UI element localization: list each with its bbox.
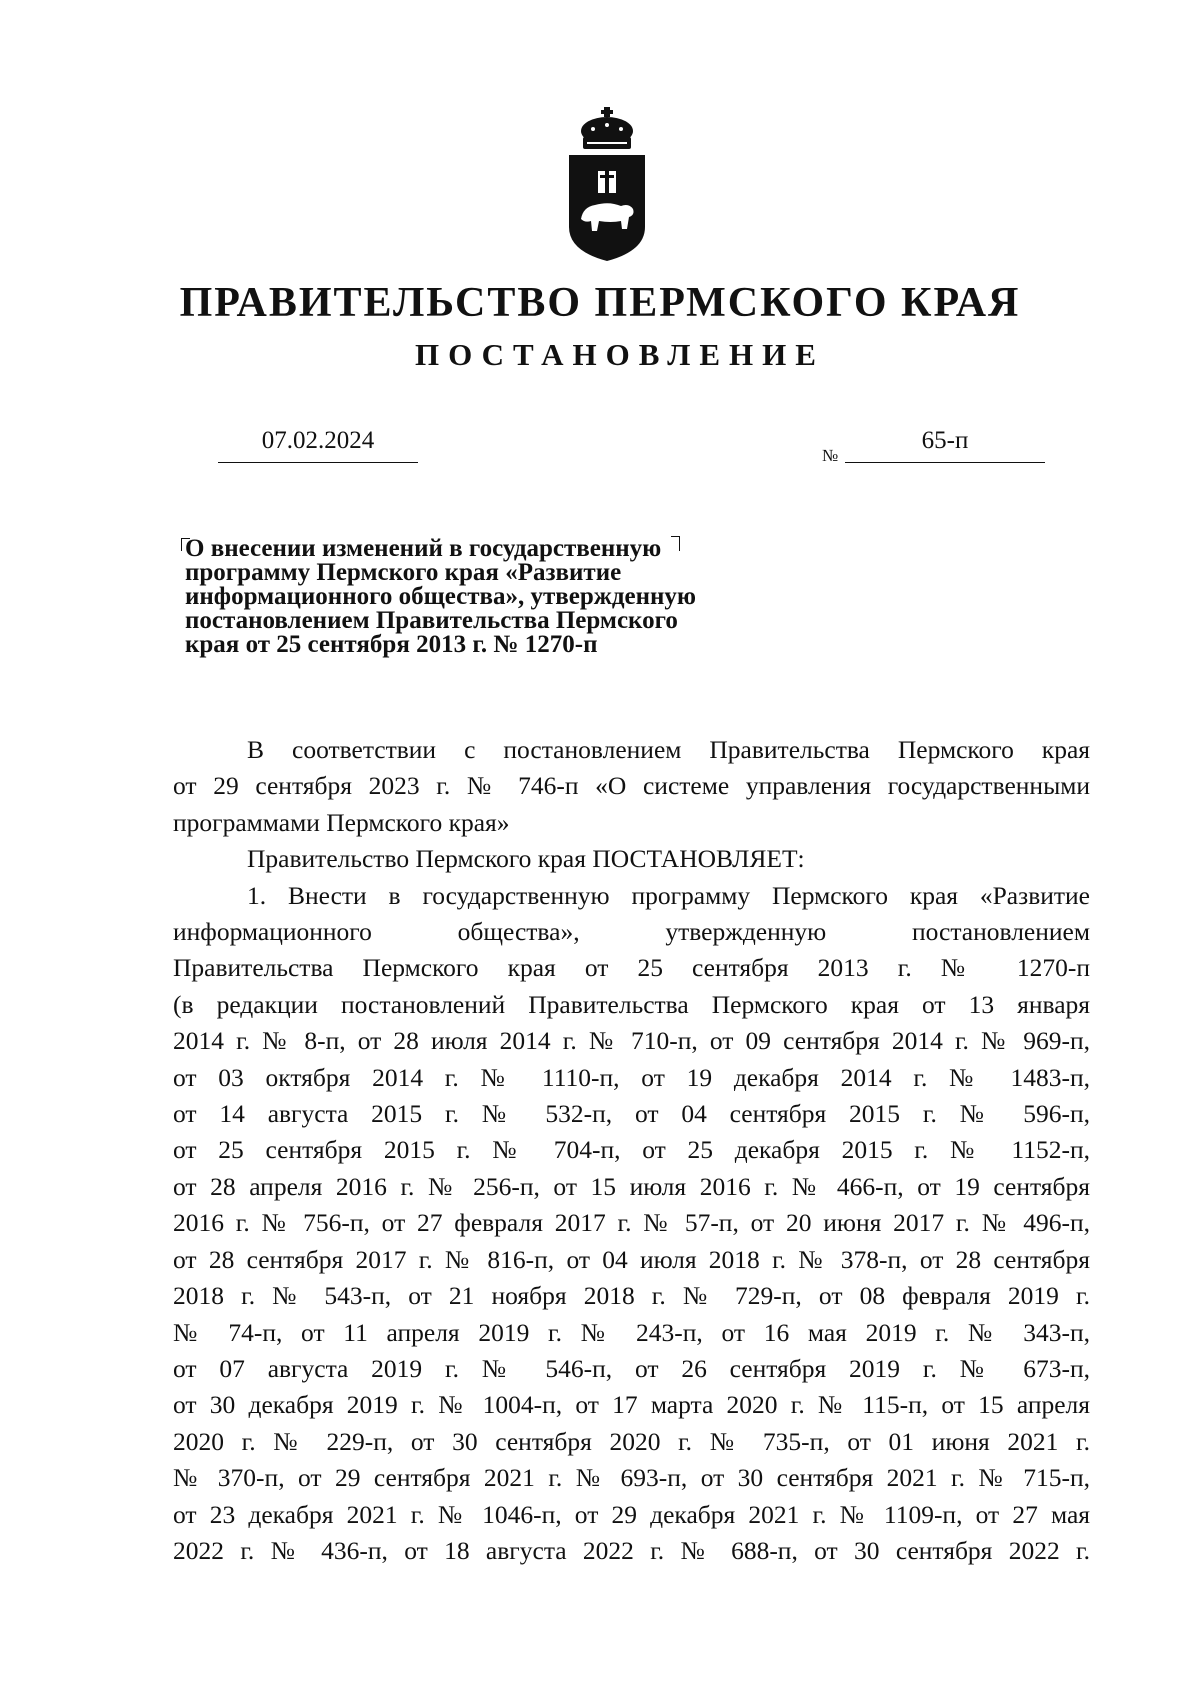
item-line: от 30 декабря 2019 г. № 1004-п, от 17 марта 2020 г. № 115-п, от 15 апреля: [173, 1390, 1090, 1420]
subject-line: постановлением Правительства Пермского: [185, 607, 678, 634]
subject-line: программу Пермского края «Развитие: [185, 559, 622, 586]
coat-of-arms-icon: [565, 107, 649, 263]
preamble-line: программами Пермского края»: [173, 807, 510, 837]
document-body: [173, 732, 1090, 1569]
item-line: 2014 г. № 8-п, от 28 июля 2014 г. № 710-п, от 09 сентября 2014 г. № 969-п,: [173, 1026, 1090, 1056]
item-line: от 07 августа 2019 г. № 546-п, от 26 сентября 2019 г. № 673-п,: [173, 1353, 1090, 1383]
document-date: 07.02.2024: [218, 424, 418, 463]
item-line: 2016 г. № 756-п, от 27 февраля 2017 г. № 57-п, от 20 июня 2017 г. № 496-п,: [173, 1208, 1090, 1238]
item-line: Правительства Пермского края от 25 сентября 2013 г. № 1270-п: [173, 953, 1090, 983]
government-title: ПРАВИТЕЛЬСТВО ПЕРМСКОГО КРАЯ: [179, 280, 1021, 326]
document-type-title: ПОСТАНОВЛЕНИЕ: [415, 337, 825, 372]
item-line: 2020 г. № 229-п, от 30 сентября 2020 г. № 735-п, от 01 июня 2021 г.: [173, 1426, 1090, 1456]
document-subject: [185, 537, 785, 657]
item-line: от 28 сентября 2017 г. № 816-п, от 04 июля 2018 г. № 378-п, от 28 сентября: [173, 1244, 1090, 1274]
number-sign-label: №: [822, 446, 839, 465]
item-line: информационного общества», утвержденную постановлением: [173, 917, 1090, 947]
document-number: 65-п: [845, 424, 1045, 463]
item-line: от 28 апреля 2016 г. № 256-п, от 15 июля 2016 г. № 466-п, от 19 сентября: [173, 1171, 1090, 1201]
item-line: от 23 декабря 2021 г. № 1046-п, от 29 декабря 2021 г. № 1109-п, от 27 мая: [173, 1499, 1090, 1529]
item-line: 2018 г. № 543-п, от 21 ноября 2018 г. № 729-п, от 08 февраля 2019 г.: [173, 1281, 1090, 1311]
item-line: (в редакции постановлений Правительства Пермского края от 13 января: [173, 989, 1090, 1019]
subject-line: информационного общества», утвержденную: [185, 583, 697, 610]
item-line: 2022 г. № 436-п, от 18 августа 2022 г. № 688-п, от 30 сентября 2022 г.: [173, 1535, 1090, 1565]
item-line: от 03 октября 2014 г. № 1110-п, от 19 декабря 2014 г. № 1483-п,: [173, 1062, 1090, 1092]
subject-line: О внесении изменений в государственную: [185, 535, 662, 562]
preamble-line: В соответствии с постановлением Правительства Пермского края: [247, 735, 1090, 764]
item-line: от 14 августа 2015 г. № 532-п, от 04 сентября 2015 г. № 596-п,: [173, 1099, 1090, 1129]
preamble-line: от 29 сентября 2023 г. № 746-п «О системе управления государственными: [173, 771, 1090, 801]
resolves-line: Правительство Пермского края ПОСТАНОВЛЯЕТ:: [247, 844, 805, 874]
preamble-paragraph: [173, 732, 1090, 841]
item-line: № 370-п, от 29 сентября 2021 г. № 693-п, от 30 сентября 2021 г. № 715-п,: [173, 1463, 1090, 1493]
item-line: № 74-п, от 11 апреля 2019 г. № 243-п, от 16 мая 2019 г. № 343-п,: [173, 1317, 1090, 1347]
item-1-paragraph: [173, 878, 1090, 1570]
subject-line: края от 25 сентября 2013 г. № 1270-п: [185, 631, 598, 658]
item-line: от 25 сентября 2015 г. № 704-п, от 25 декабря 2015 г. № 1152-п,: [173, 1135, 1090, 1165]
item-line: 1. Внести в государственную программу Пермского края «Развитие: [247, 880, 1090, 910]
